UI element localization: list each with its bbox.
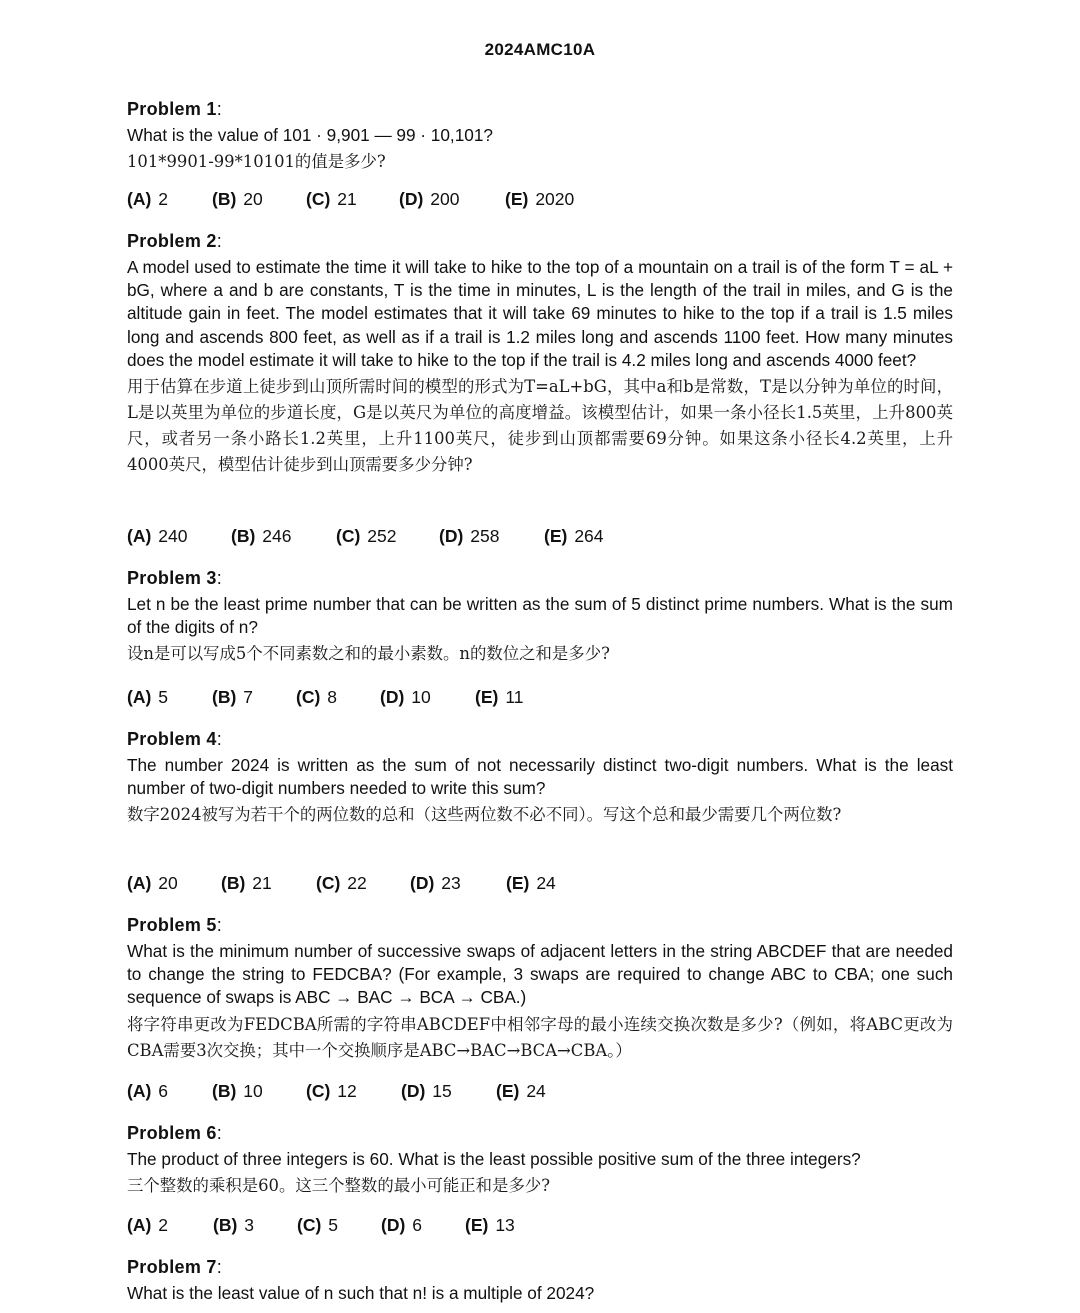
choice-a [127,686,168,708]
choice-c [297,1214,338,1236]
problem-heading-text: Problem 6 [127,1123,217,1143]
choice-d [410,872,461,894]
problem-4 [127,728,953,828]
choice-value: 24 [536,873,556,893]
problem-heading [127,1122,953,1144]
choice-label: (D) [439,526,464,546]
problem-text-english: What is the value of 101 · 9,901 — 99 · 10,101? [127,125,493,145]
choice-b [212,686,253,708]
problem-text-chinese: 三个整数的乘积是60。这三个整数的最小可能正和是多少? [127,1176,551,1196]
problem-text-english: What is the minimum number of successive swaps of adjacent letters in the string ABCDEF that are needed to change the string to FEDCBA? (For example, 3 swaps are required to change ABC to CBA; one such sequence of swaps is ABC → BAC → BCA → CBA.) [127,941,953,1008]
choice-value: 5 [328,1215,339,1235]
choice-e [496,1080,546,1102]
choice-label: (C) [296,687,321,707]
heading-colon: : [216,231,223,251]
choice-value: 23 [441,873,461,893]
problem-text-english: What is the least value of n such that n! is a multiple of 2024? [127,1283,595,1303]
choice-label: (C) [306,189,331,209]
problem-2 [127,230,953,478]
choice-b [231,525,292,547]
problem-heading-text: Problem 7 [127,1257,217,1277]
choice-label: (D) [401,1081,426,1101]
choice-label: (A) [127,873,152,893]
problem-text-english: A model used to estimate the time it will take to hike to the top of a mountain on a trail is of the form T = aL + bG, where a and b are constants, T is the time in minutes, L is the length of the trail in miles, and G is the altitude gain in feet. The model estimates that it will take 69 minutes to hike to the top if a trail is 1.5 miles long and ascends 800 feet, as well as if a trail is 1.2 miles long and ascends 1100 feet. How many minutes does the model estimate it will take to hike to the top if the trail is 4.2 miles long and ascends 4000 feet? [127,257,953,370]
choice-e [465,1214,515,1236]
choice-value: 7 [243,687,254,707]
choice-label: (B) [231,526,256,546]
choice-label: (A) [127,687,152,707]
choice-label: (C) [336,526,361,546]
choice-c [306,1080,357,1102]
choice-d [439,525,500,547]
choice-e [475,686,524,708]
choice-b [212,1080,263,1102]
heading-colon: : [216,729,223,749]
choice-label: (E) [506,873,530,893]
heading-colon: : [216,568,223,588]
choice-d [381,1214,422,1236]
choice-value: 10 [243,1081,263,1101]
problem-text-chinese: 将字符串更改为FEDCBA所需的字符串ABCDEF中相邻字母的最小连续交换次数是多少?（例如，将ABC更改为CBA需要3次交换；其中一个交换顺序是ABC→BAC→BCA→CBA。） [127,1014,953,1060]
choice-label: (E) [505,189,529,209]
choice-value: 5 [158,687,169,707]
choice-c [306,188,357,210]
choice-value: 12 [337,1081,357,1101]
choice-value: 10 [411,687,431,707]
problem-heading [127,728,953,750]
choice-label: (A) [127,189,152,209]
choice-label: (B) [212,189,237,209]
choice-value: 252 [367,526,397,546]
choice-label: (A) [127,1215,152,1235]
problem-heading [127,98,953,120]
choice-b [213,1214,254,1236]
choice-label: (A) [127,526,152,546]
choice-value: 2 [158,1215,169,1235]
choice-value: 246 [262,526,292,546]
problem-heading [127,914,953,936]
choice-label: (E) [496,1081,520,1101]
choice-value: 24 [526,1081,546,1101]
choice-d [380,686,431,708]
choice-label: (B) [213,1215,238,1235]
choice-c [316,872,367,894]
heading-colon: : [216,1123,223,1143]
problem-heading-text: Problem 1 [127,99,217,119]
problem-3 [127,567,953,667]
choice-label: (D) [399,189,424,209]
choice-a [127,188,168,210]
choice-label: (E) [544,526,568,546]
problem-text-chinese: 101*9901-99*10101的值是多少? [127,152,386,172]
choice-label: (D) [410,873,435,893]
choice-value: 21 [252,873,272,893]
choice-label: (B) [212,687,237,707]
choice-e [544,525,604,547]
problem-heading-text: Problem 3 [127,568,217,588]
choice-a [127,872,178,894]
document-title: 2024AMC10A [484,40,596,59]
choice-a [127,525,188,547]
choice-label: (C) [297,1215,322,1235]
choice-value: 264 [574,526,604,546]
problem-heading-text: Problem 5 [127,915,217,935]
choice-value: 20 [243,189,263,209]
choice-value: 240 [158,526,188,546]
heading-colon: : [216,1257,223,1277]
choice-value: 6 [158,1081,169,1101]
choice-label: (D) [381,1215,406,1235]
choice-b [221,872,272,894]
heading-colon: : [216,915,223,935]
choice-value: 2 [158,189,169,209]
choice-value: 6 [412,1215,423,1235]
choice-label: (E) [465,1215,489,1235]
choice-label: (C) [316,873,341,893]
choice-value: 2020 [535,189,575,209]
choice-value: 8 [327,687,338,707]
choice-value: 21 [337,189,357,209]
choice-value: 22 [347,873,367,893]
problem-heading-text: Problem 2 [127,231,217,251]
choice-b [212,188,263,210]
problem-text-english: The product of three integers is 60. What is the least possible positive sum of the three integers? [127,1149,861,1169]
choice-label: (A) [127,1081,152,1101]
choice-value: 258 [470,526,500,546]
problem-heading [127,1256,953,1278]
choice-value: 11 [505,687,524,707]
choice-a [127,1214,168,1236]
problem-heading-text: Problem 4 [127,729,217,749]
choice-e [505,188,574,210]
choice-label: (E) [475,687,499,707]
choice-e [506,872,556,894]
problem-1 [127,98,953,175]
choice-value: 3 [244,1215,255,1235]
choice-c [336,525,397,547]
choice-value: 200 [430,189,460,209]
problem-7 [127,1256,953,1305]
choice-label: (D) [380,687,405,707]
choice-d [399,188,460,210]
choice-c [296,686,337,708]
problem-text-chinese: 设n是可以写成5个不同素数之和的最小素数。n的数位之和是多少? [127,644,610,664]
heading-colon: : [216,99,223,119]
choice-a [127,1080,168,1102]
problem-5 [127,914,953,1064]
choice-label: (B) [212,1081,237,1101]
choice-label: (C) [306,1081,331,1101]
problem-heading [127,230,953,252]
choice-value: 20 [158,873,178,893]
choice-value: 15 [432,1081,452,1101]
choice-value: 13 [495,1215,515,1235]
problem-text-english: Let n be the least prime number that can be written as the sum of 5 distinct prime numbers. What is the sum of the digits of n? [127,594,953,638]
problem-text-chinese: 数字2024被写为若干个的两位数的总和（这些两位数不必不同）。写这个总和最少需要几个两位数? [127,805,842,825]
problem-6 [127,1122,953,1199]
problem-text-english: The number 2024 is written as the sum of not necessarily distinct two-digit numbers. What is the least number of two-digit numbers needed to write this sum? [127,755,953,799]
problem-heading [127,567,953,589]
choice-label: (B) [221,873,246,893]
choice-d [401,1080,452,1102]
problem-text-chinese: 用于估算在步道上徒步到山顶所需时间的模型的形式为T=aL+bG，其中a和b是常数，T是以分钟为单位的时间，L是以英里为单位的步道长度，G是以英尺为单位的高度增益。该模型估计，如果一条小径长1.5英里，上升800英尺，或者另一条小路长1.2英里，上升1100英尺，徒步到山顶都需要69分钟。如果这条小径长4.2英里，上升4000英尺，模型估计徒步到山顶需要多少分钟? [127,377,953,475]
